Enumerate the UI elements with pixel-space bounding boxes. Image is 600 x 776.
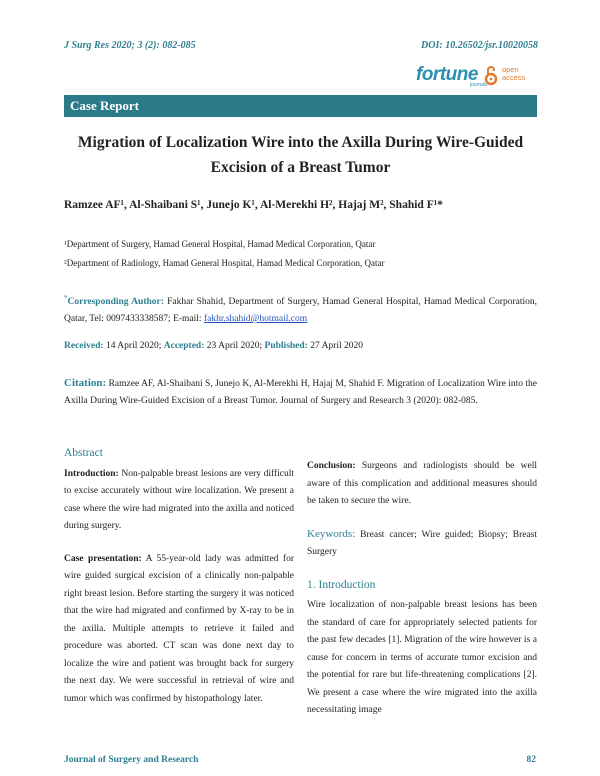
- doi: DOI: 10.26502/jsr.10020058: [421, 40, 538, 51]
- abstract-case-presentation: Case presentation: A 55-year-old lady was admitted for wire guided surgical excision of a clinically non-palpable right breast lesion. Before starting the surgery it was noticed that the wire had migrated and confirmed by X-ray to be in the axilla. Multiple attempts to retrieve it failed and procedure was aborted. CT scan was done next day to localize the wire and patient was brought back for surgery the next day. We were successful in retrieval of wire and tumor which was confirmed by histopathology later.: [64, 553, 294, 704]
- corresponding-author: *Corresponding Author: Fakhar Shahid, Department of Surgery, Hamad General Hospital, Hamad Medical Corporation, Qatar, Tel: 0097433338587; E-mail: fakhr.shahid@hotmail.com: [64, 294, 537, 325]
- article-title: Migration of Localization Wire into the Axilla During Wire-Guided Excision of a Breast Tumor: [77, 134, 524, 176]
- introduction-heading: 1. Introduction: [307, 578, 376, 591]
- open-access-label: open access: [502, 65, 526, 82]
- abstract-right-column: [307, 458, 537, 720]
- keywords: Keywords: Breast cancer; Wire guided; Biopsy; Breast Surgery: [307, 527, 538, 557]
- logo-brand: fortune: [416, 64, 478, 85]
- footer-journal: Journal of Surgery and Research: [64, 755, 199, 765]
- abstract-conclusion: Conclusion: Surgeons and radiologists should be well aware of this complication and additional measures should be taken to secure the wire.: [307, 461, 538, 506]
- abstract-introduction: Introduction: Non-palpable breast lesions are very difficult to excise accurately without wire localization. We present a case where the wire had migrated into the axilla and noticed during surgery.: [64, 468, 295, 531]
- open-access-icon: [484, 64, 498, 86]
- introduction-text: Wire localization of non-palpable breast lesions has been the standard of care for appropriately selected patients for the past few decades [1]. Migration of the wire however is a cause for concern in terms of accurate tumor excision and the potential for rare but life-threatening complications [2]. We present a case where the wire migrated into the axilla necessitating image: [307, 600, 537, 715]
- author-list: Ramzee AF¹, Al-Shaibani S¹, Junejo K¹, Al-Merekhi H², Hajaj M², Shahid F¹*: [64, 199, 443, 211]
- logo-sub: journals: [470, 82, 488, 88]
- affiliation-1: ¹Department of Surgery, Hamad General Hospital, Hamad Medical Corporation, Qatar: [64, 239, 376, 249]
- journal-reference: J Surg Res 2020; 3 (2): 082-085: [64, 40, 196, 51]
- email-link[interactable]: fakhr.shahid@hotmail.com: [203, 314, 308, 325]
- abstract-left-column: [64, 445, 294, 708]
- affiliation-2: ²Department of Radiology, Hamad General Hospital, Hamad Medical Corporation, Qatar: [64, 258, 385, 268]
- publisher-logo: [416, 62, 538, 90]
- article-type-banner: Case Report: [64, 95, 537, 117]
- page-number: 82: [526, 755, 536, 765]
- citation: Citation: Ramzee AF, Al-Shaibani S, Junejo K, Al-Merekhi H, Hajaj M, Shahid F. Migration of Localization Wire into the Axilla During Wire-Guided Excision of a Breast Tumor. Journal of Surgery and Research 3 (2020): 082-085.: [64, 377, 537, 406]
- abstract-heading: Abstract: [64, 447, 103, 459]
- article-dates: Received: 14 April 2020; Accepted: 23 April 2020; Published: 27 April 2020: [64, 341, 363, 351]
